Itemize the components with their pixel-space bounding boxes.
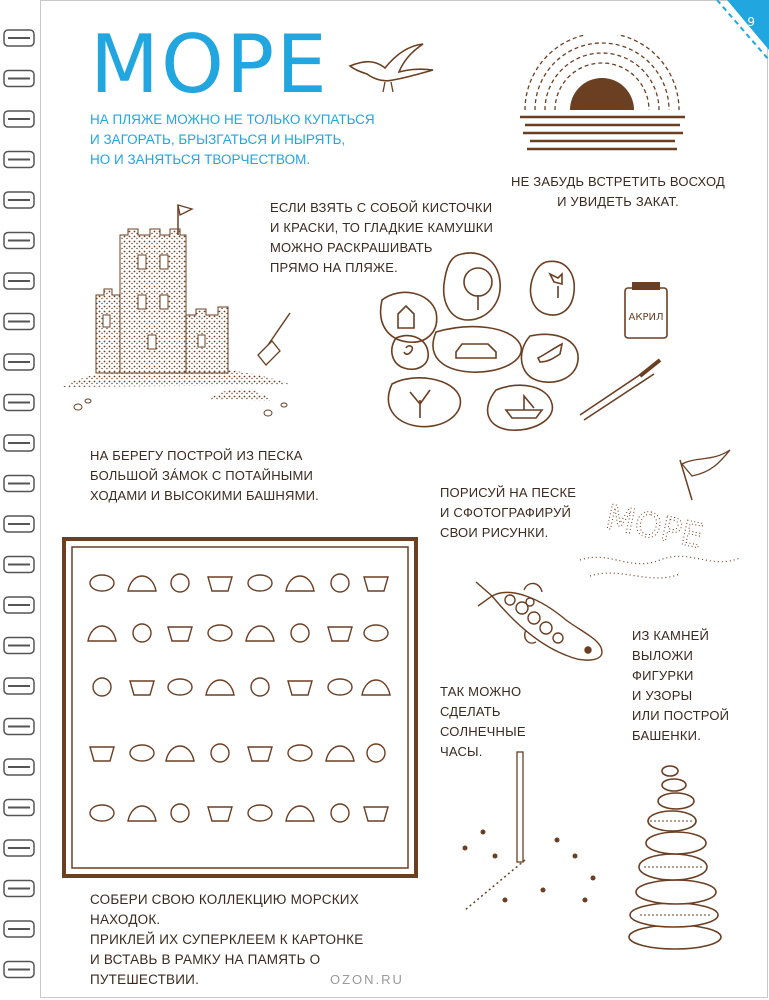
text-line: НЕ ЗАБУДЬ ВСТРЕТИТЬ ВОСХОД: [511, 174, 725, 189]
text-line: ВЫЛОЖИ: [632, 648, 694, 663]
collection-item: [288, 745, 312, 761]
text-line: И ЗАГОРАТЬ, БРЫЗГАТЬСЯ И НЫРЯТЬ,: [90, 132, 346, 147]
text-line: НО И ЗАНЯТЬСЯ ТВОРЧЕСТВОМ.: [90, 152, 311, 167]
text-line: СОЛНЕЧНЫЕ: [440, 724, 526, 739]
collection-item: [367, 744, 385, 762]
collection-item: [130, 681, 154, 695]
collection-item: [168, 627, 192, 641]
collection-item: [168, 679, 192, 695]
collection-item: [364, 577, 388, 591]
collection-item: [248, 805, 272, 821]
castle-caption: [90, 446, 330, 506]
pebble-fish-illustration: [470, 568, 610, 668]
sandcastle-illustration: [58, 195, 298, 425]
collection-item: [286, 806, 314, 821]
sand-word: МОРЕ: [602, 497, 707, 558]
text-line: ФИГУРКИ: [632, 668, 694, 683]
sand-drawing-caption: [440, 483, 580, 543]
collection-item: [128, 806, 156, 821]
collection-item: [328, 627, 352, 641]
collection-item: [331, 804, 349, 822]
stone-tower-illustration: [620, 755, 730, 955]
collection-item: [208, 625, 232, 641]
text-line: И СФОТОГРАФИРУЙ: [440, 505, 572, 520]
text-line: ПОРИСУЙ НА ПЕСКЕ: [440, 485, 577, 500]
text-line: ПРЯМО НА ПЛЯЖЕ.: [270, 260, 398, 275]
collection-item: [248, 575, 272, 591]
collection-item: [90, 805, 114, 821]
ozon-watermark: OZON.RU: [330, 972, 404, 987]
collection-item: [171, 804, 189, 822]
seagull-illustration: [345, 38, 440, 93]
collection-item: [130, 745, 154, 761]
collection-item: [90, 575, 114, 591]
text-line: И УВИДЕТЬ ЗАКАТ.: [557, 194, 679, 209]
text-line: И ВСТАВЬ В РАМКУ НА ПАМЯТЬ О ПУТЕШЕСТВИИ.: [90, 952, 321, 987]
paint-jar-label: АКРИЛ: [628, 312, 664, 323]
text-line: МОЖНО РАСКРАШИВАТЬ: [270, 240, 433, 255]
text-line: ЕСЛИ ВЗЯТЬ С СОБОЙ КИСТОЧКИ: [270, 200, 493, 215]
collection-item: [211, 744, 229, 762]
text-line: И УЗОРЫ: [632, 688, 693, 703]
text-line: ИЗ КАМНЕЙ: [632, 628, 710, 643]
text-line: СВОИ РИСУНКИ.: [440, 525, 549, 540]
collection-item: [362, 680, 390, 695]
intro-text: [90, 110, 390, 170]
text-line: ПРИКЛЕЙ ИХ СУПЕРКЛЕЕМ К КАРТОНКЕ: [90, 932, 364, 947]
collection-item: [206, 680, 234, 695]
collection-item: [251, 678, 269, 696]
collection-item: [93, 678, 111, 696]
collection-item: [208, 807, 232, 821]
collection-item: [288, 681, 312, 695]
collection-item: [166, 746, 194, 761]
text-line: ТАК МОЖНО: [440, 684, 522, 699]
collection-item: [248, 747, 272, 761]
collection-item: [364, 807, 388, 821]
collection-item: [331, 574, 349, 592]
painted-stones-illustration: [370, 240, 670, 440]
text-line: СДЕЛАТЬ: [440, 704, 501, 719]
sunset-caption: [508, 172, 728, 212]
collection-item: [328, 679, 352, 695]
page-title: МОРЕ: [90, 18, 329, 111]
text-line: БАШЕНКИ.: [632, 728, 702, 743]
collection-item: [133, 624, 151, 642]
collection-item: [364, 625, 388, 641]
text-line: НА БЕРЕГУ ПОСТРОЙ ИЗ ПЕСКА: [90, 448, 303, 463]
collection-item: [286, 576, 314, 591]
collection-frame-illustration: [60, 535, 420, 880]
pebbles-caption: [632, 626, 742, 746]
collection-item: [291, 624, 309, 642]
collection-item: [88, 626, 116, 641]
text-line: БОЛЬШОЙ ЗА́МОК С ПОТАЙНЫМИ: [90, 468, 314, 483]
text-line: И КРАСКИ, ТО ГЛАДКИЕ КАМУШКИ: [270, 220, 494, 235]
collection-item: [208, 577, 232, 591]
text-line: ХОДАМИ И ВЫСОКИМИ БАШНЯМИ.: [90, 488, 319, 503]
sunset-illustration: [515, 35, 690, 165]
collection-item: [326, 746, 354, 761]
collection-item: [171, 574, 189, 592]
collection-item: [90, 747, 114, 761]
text-line: НА ПЛЯЖЕ МОЖНО НЕ ТОЛЬКО КУПАТЬСЯ: [90, 112, 375, 127]
text-line: СОБЕРИ СВОЮ КОЛЛЕКЦИЮ МОРСКИХ НАХОДОК.: [90, 892, 359, 927]
page-number: 9: [747, 15, 755, 29]
sundial-illustration: [435, 750, 615, 920]
collection-item: [246, 626, 274, 641]
collection-item: [128, 576, 156, 591]
text-line: ЧАСЫ.: [440, 744, 483, 759]
spiral-binding: [0, 0, 48, 1000]
text-line: ИЛИ ПОСТРОЙ: [632, 708, 730, 723]
